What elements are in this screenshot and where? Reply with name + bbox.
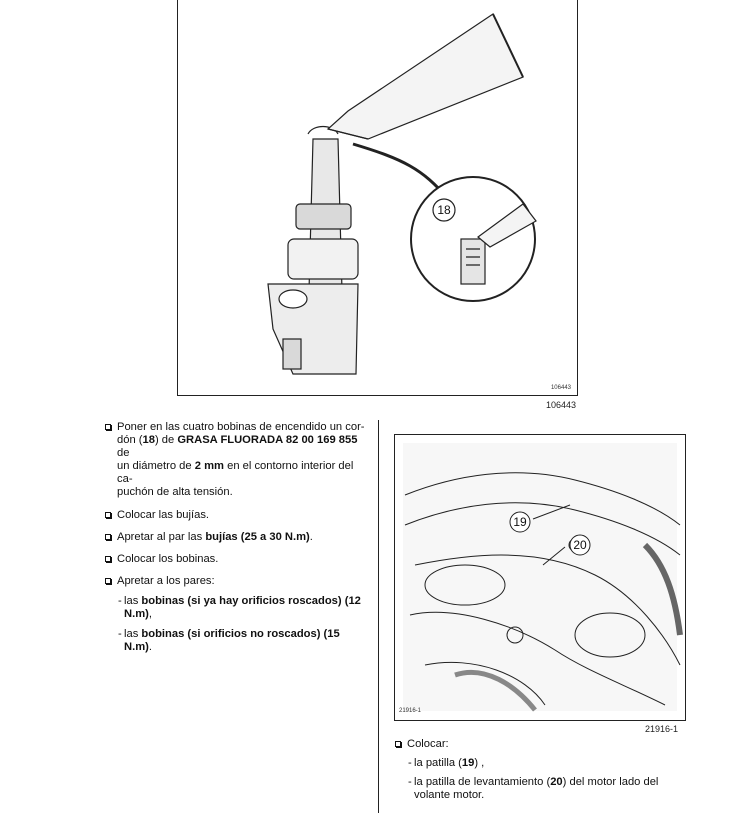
step-torque-plugs: Apretar al par las bujías (25 a 30 N.m). [104,531,366,544]
right-column [394,738,686,802]
checkbox-icon [105,556,111,562]
callout-20: 20 [573,538,587,552]
checkbox-icon [395,741,401,747]
checkbox-icon [105,512,111,518]
figure-id: 106443 [546,400,577,410]
left-column [104,421,366,654]
column-divider [378,420,379,813]
figure-small-id: 106443 [550,385,571,391]
step-grease: Poner en las cuatro bobinas de encendido un cor- dón (18) de GRASA FLUORADA 82 00 169 855 de un diámetro de 2 mm en el contorno interior del ca- puchón de alta tensión. [104,421,366,499]
torque-item-unthreaded: - las bobinas (si orificios no roscados) (15 N.m). [118,628,340,653]
figure-engine [394,434,686,721]
checkbox-icon [105,424,111,430]
figure-id-2: 21916-1 [645,724,679,734]
figure-ignition-coil [177,0,578,396]
torque-item-threaded: - las bobinas (si ya hay orificios roscados) (12 N.m), [118,595,361,620]
figure-small-id-2: 21916-1 [399,708,422,714]
fit-item-20: - la patilla de levantamiento (20) del motor lado del volante motor. [408,776,659,801]
callout-18: 18 [437,203,451,217]
callout-19: 19 [513,515,527,529]
step-coils: Colocar los bobinas. [104,553,366,566]
engine-illustration [395,435,685,720]
step-torque: Apretar a los pares: [104,575,366,588]
step-fit: Colocar: [394,738,686,751]
checkbox-icon [105,534,111,540]
ignition-coil-illustration [178,0,577,395]
checkbox-icon [105,578,111,584]
step-spark-plugs: Colocar las bujías. [104,509,366,522]
fit-item-19: - la patilla (19) , [408,757,485,769]
